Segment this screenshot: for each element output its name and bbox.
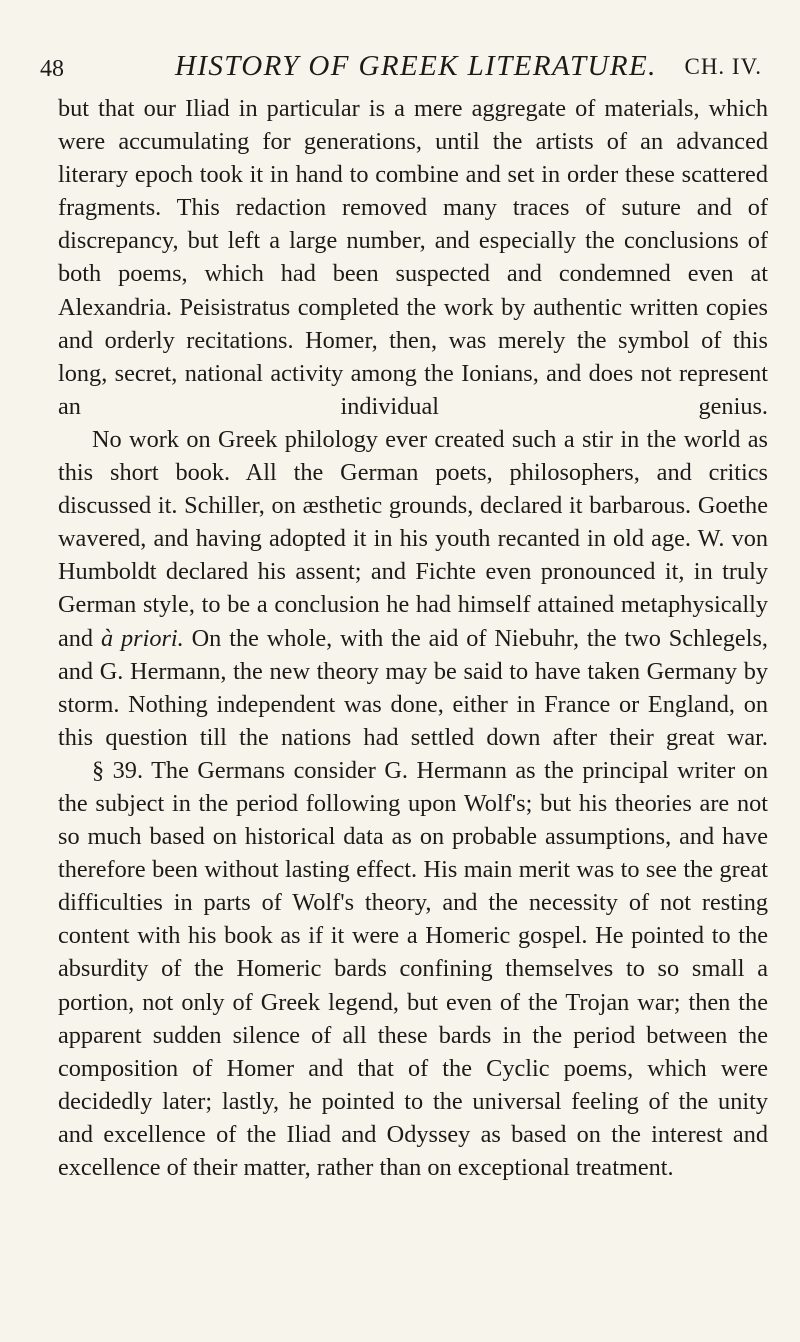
italic-a-priori: à priori. — [100, 624, 184, 652]
body-text — [58, 92, 768, 1184]
page-number: 48 — [40, 56, 64, 82]
paragraph-section-39: § 39. The Germans consider G. Hermann as the principal writer on the subject in the period following upon Wolf's; but his theories are not so much based on historical data as on probable assumptions, and have therefore been without lasting effect. His main merit was to see the great difficulties in parts of Wolf's theory, and the necessity of not resting content with his book as if it were a Homeric gospel. He pointed to the absurdity of the Homeric bards confining themselves to so small a portion, not only of Greek legend, but even of the Trojan war; then the apparent sudden silence of all these bards in the period between the composition of Homer and that of the Cyclic poems, which were decidedly later; lastly, he pointed to the universal feeling of the unity and excellence of the Iliad and Odyssey as based on the interest and excellence of their matter, rather than on exceptional treatment. — [58, 756, 768, 1181]
running-header — [40, 50, 762, 84]
paragraph-2-text-a: No work on Greek philology ever created such a stir in the world as this short book. All the German poets, philosophers, and critics discussed it. Schiller, on æsthetic grounds, declared it barbarous. Goethe wavered, and having adopted it in his youth recanted in old age. W. von Humboldt declared his assent; and Fichte even pronounced it, in truly German style, to be a conclusion he had himself attained metaphysically and — [58, 425, 768, 652]
chapter-label: CH. IV. — [684, 54, 762, 79]
paragraph-2 — [58, 423, 768, 754]
paragraph-1: but that our Iliad in particular is a mere aggregate of materials, which were accumulating for generations, until the artists of an advanced literary epoch took it in hand to combine and set in order these scattered fragments. This redaction removed many traces of suture and of discrepancy, but left a large number, and especially the conclusions of both poems, which had been suspected and condemned even at Alexandria. Peisistratus completed the work by authentic written copies and orderly recitations. Homer, then, was merely the symbol of this long, secret, national activity among the Ionians, and does not represent an individual genius. — [58, 95, 768, 420]
running-title: HISTORY OF GREEK LITERATURE. — [175, 50, 657, 82]
paragraph-2-text-b: On the whole, with the aid of Niebuhr, the two Schlegels, and G. Hermann, the new theory may be said to have taken Germany by storm. Nothing independent was done, either in France or England, on this question till the nations had settled down after their great war. — [58, 624, 768, 751]
